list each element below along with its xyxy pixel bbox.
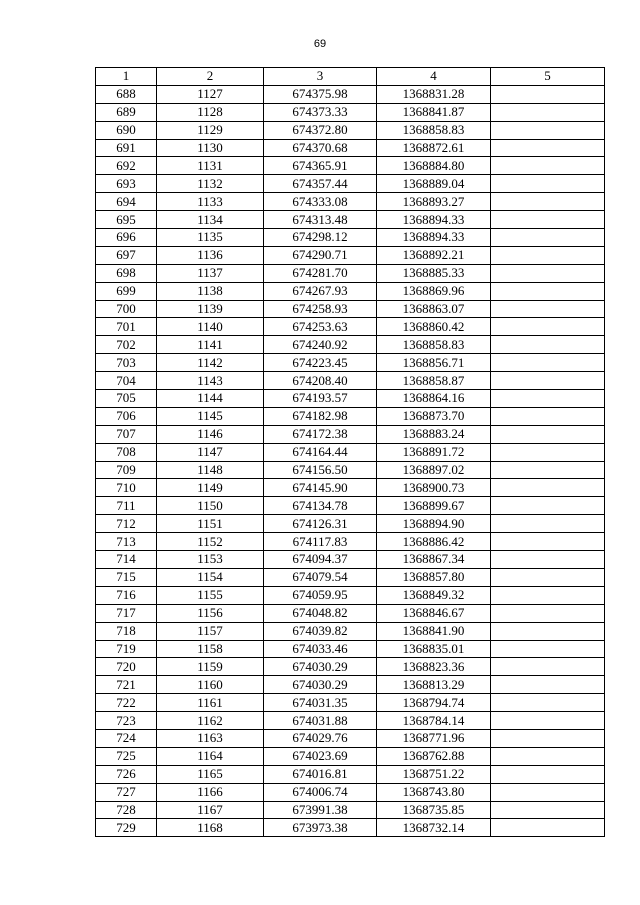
cell-point-number: 725 — [96, 747, 157, 765]
cell-vertex-number: 1166 — [157, 783, 264, 801]
cell-coordinate-y: 1368894.90 — [377, 515, 491, 533]
cell-point-number: 701 — [96, 318, 157, 336]
cell-note — [491, 640, 605, 658]
cell-coordinate-x: 674313.48 — [264, 211, 377, 229]
header-row — [96, 68, 605, 86]
table-row — [96, 390, 605, 408]
cell-note — [491, 801, 605, 819]
cell-coordinate-x: 674145.90 — [264, 479, 377, 497]
cell-vertex-number: 1144 — [157, 390, 264, 408]
table-body — [96, 85, 605, 836]
header-col-5: 5 — [491, 68, 605, 86]
cell-coordinate-x: 674039.82 — [264, 622, 377, 640]
cell-point-number: 696 — [96, 229, 157, 247]
table-row — [96, 407, 605, 425]
table-row — [96, 229, 605, 247]
cell-note — [491, 765, 605, 783]
table-row — [96, 819, 605, 837]
table-row — [96, 336, 605, 354]
cell-coordinate-x: 674365.91 — [264, 157, 377, 175]
cell-note — [491, 819, 605, 837]
cell-note — [491, 783, 605, 801]
cell-point-number: 708 — [96, 443, 157, 461]
cell-coordinate-y: 1368894.33 — [377, 229, 491, 247]
table-row — [96, 264, 605, 282]
cell-vertex-number: 1140 — [157, 318, 264, 336]
cell-coordinate-y: 1368771.96 — [377, 729, 491, 747]
cell-coordinate-y: 1368835.01 — [377, 640, 491, 658]
cell-vertex-number: 1128 — [157, 103, 264, 121]
cell-coordinate-x: 674240.92 — [264, 336, 377, 354]
cell-coordinate-y: 1368794.74 — [377, 694, 491, 712]
cell-point-number: 702 — [96, 336, 157, 354]
cell-coordinate-x: 674016.81 — [264, 765, 377, 783]
cell-coordinate-x: 673991.38 — [264, 801, 377, 819]
cell-coordinate-y: 1368841.90 — [377, 622, 491, 640]
cell-coordinate-y: 1368857.80 — [377, 568, 491, 586]
cell-coordinate-y: 1368864.16 — [377, 390, 491, 408]
table-row — [96, 461, 605, 479]
cell-coordinate-x: 674208.40 — [264, 372, 377, 390]
cell-note — [491, 318, 605, 336]
cell-point-number: 713 — [96, 533, 157, 551]
cell-note — [491, 139, 605, 157]
cell-point-number: 706 — [96, 407, 157, 425]
cell-note — [491, 354, 605, 372]
cell-vertex-number: 1141 — [157, 336, 264, 354]
cell-coordinate-x: 674030.29 — [264, 676, 377, 694]
cell-vertex-number: 1159 — [157, 658, 264, 676]
table-row — [96, 604, 605, 622]
cell-coordinate-x: 674333.08 — [264, 193, 377, 211]
table-row — [96, 372, 605, 390]
cell-coordinate-y: 1368889.04 — [377, 175, 491, 193]
table-row — [96, 551, 605, 569]
cell-coordinate-x: 674048.82 — [264, 604, 377, 622]
cell-note — [491, 300, 605, 318]
cell-coordinate-x: 674193.57 — [264, 390, 377, 408]
cell-coordinate-y: 1368813.29 — [377, 676, 491, 694]
cell-note — [491, 264, 605, 282]
table-row — [96, 103, 605, 121]
cell-note — [491, 658, 605, 676]
header-col-1: 1 — [96, 68, 157, 86]
table-row — [96, 318, 605, 336]
cell-coordinate-y: 1368735.85 — [377, 801, 491, 819]
cell-vertex-number: 1146 — [157, 425, 264, 443]
cell-coordinate-x: 674258.93 — [264, 300, 377, 318]
page-number: 69 — [313, 38, 327, 50]
cell-point-number: 692 — [96, 157, 157, 175]
table-row — [96, 640, 605, 658]
cell-point-number: 697 — [96, 246, 157, 264]
cell-coordinate-x: 674126.31 — [264, 515, 377, 533]
cell-vertex-number: 1150 — [157, 497, 264, 515]
cell-coordinate-y: 1368849.32 — [377, 586, 491, 604]
cell-vertex-number: 1132 — [157, 175, 264, 193]
table-row — [96, 729, 605, 747]
cell-coordinate-x: 674031.88 — [264, 712, 377, 730]
cell-vertex-number: 1164 — [157, 747, 264, 765]
cell-point-number: 721 — [96, 676, 157, 694]
cell-coordinate-y: 1368883.24 — [377, 425, 491, 443]
cell-coordinate-y: 1368831.28 — [377, 85, 491, 103]
cell-point-number: 719 — [96, 640, 157, 658]
cell-note — [491, 479, 605, 497]
cell-note — [491, 622, 605, 640]
cell-coordinate-y: 1368869.96 — [377, 282, 491, 300]
cell-coordinate-x: 674094.37 — [264, 551, 377, 569]
cell-point-number: 709 — [96, 461, 157, 479]
cell-note — [491, 729, 605, 747]
cell-note — [491, 551, 605, 569]
cell-vertex-number: 1136 — [157, 246, 264, 264]
table-row — [96, 300, 605, 318]
table-row — [96, 121, 605, 139]
cell-coordinate-x: 673973.38 — [264, 819, 377, 837]
table-row — [96, 694, 605, 712]
cell-coordinate-x: 674023.69 — [264, 747, 377, 765]
cell-note — [491, 85, 605, 103]
cell-coordinate-y: 1368751.22 — [377, 765, 491, 783]
table-row — [96, 282, 605, 300]
cell-coordinate-x: 674029.76 — [264, 729, 377, 747]
cell-vertex-number: 1161 — [157, 694, 264, 712]
cell-vertex-number: 1160 — [157, 676, 264, 694]
cell-vertex-number: 1165 — [157, 765, 264, 783]
cell-coordinate-x: 674281.70 — [264, 264, 377, 282]
cell-note — [491, 694, 605, 712]
cell-note — [491, 461, 605, 479]
cell-coordinate-y: 1368899.67 — [377, 497, 491, 515]
header-col-2: 2 — [157, 68, 264, 86]
cell-coordinate-y: 1368900.73 — [377, 479, 491, 497]
cell-coordinate-y: 1368886.42 — [377, 533, 491, 551]
cell-coordinate-y: 1368743.80 — [377, 783, 491, 801]
cell-coordinate-x: 674370.68 — [264, 139, 377, 157]
table-row — [96, 568, 605, 586]
cell-point-number: 712 — [96, 515, 157, 533]
cell-coordinate-y: 1368856.71 — [377, 354, 491, 372]
cell-coordinate-y: 1368858.83 — [377, 121, 491, 139]
cell-coordinate-y: 1368884.80 — [377, 157, 491, 175]
cell-note — [491, 533, 605, 551]
cell-point-number: 691 — [96, 139, 157, 157]
cell-vertex-number: 1130 — [157, 139, 264, 157]
cell-note — [491, 443, 605, 461]
cell-note — [491, 568, 605, 586]
table-row — [96, 533, 605, 551]
cell-coordinate-x: 674117.83 — [264, 533, 377, 551]
cell-vertex-number: 1148 — [157, 461, 264, 479]
cell-point-number: 695 — [96, 211, 157, 229]
cell-note — [491, 390, 605, 408]
cell-coordinate-x: 674267.93 — [264, 282, 377, 300]
cell-note — [491, 103, 605, 121]
cell-point-number: 688 — [96, 85, 157, 103]
cell-point-number: 690 — [96, 121, 157, 139]
cell-note — [491, 747, 605, 765]
cell-point-number: 703 — [96, 354, 157, 372]
table-row — [96, 479, 605, 497]
cell-coordinate-y: 1368873.70 — [377, 407, 491, 425]
cell-point-number: 704 — [96, 372, 157, 390]
cell-coordinate-x: 674164.44 — [264, 443, 377, 461]
cell-point-number: 714 — [96, 551, 157, 569]
cell-coordinate-y: 1368762.88 — [377, 747, 491, 765]
cell-coordinate-y: 1368885.33 — [377, 264, 491, 282]
cell-note — [491, 586, 605, 604]
table-row — [96, 801, 605, 819]
cell-coordinate-x: 674033.46 — [264, 640, 377, 658]
cell-point-number: 715 — [96, 568, 157, 586]
cell-coordinate-x: 674375.98 — [264, 85, 377, 103]
table-row — [96, 622, 605, 640]
cell-note — [491, 712, 605, 730]
cell-note — [491, 336, 605, 354]
table-row — [96, 676, 605, 694]
table-row — [96, 443, 605, 461]
cell-coordinate-y: 1368860.42 — [377, 318, 491, 336]
cell-coordinate-x: 674373.33 — [264, 103, 377, 121]
cell-note — [491, 282, 605, 300]
table-row — [96, 783, 605, 801]
cell-vertex-number: 1127 — [157, 85, 264, 103]
cell-point-number: 710 — [96, 479, 157, 497]
cell-coordinate-x: 674172.38 — [264, 425, 377, 443]
cell-vertex-number: 1137 — [157, 264, 264, 282]
cell-note — [491, 515, 605, 533]
table-row — [96, 85, 605, 103]
coordinates-table — [95, 67, 605, 837]
cell-point-number: 711 — [96, 497, 157, 515]
cell-coordinate-y: 1368858.83 — [377, 336, 491, 354]
cell-coordinate-x: 674031.35 — [264, 694, 377, 712]
cell-coordinate-x: 674079.54 — [264, 568, 377, 586]
table-row — [96, 193, 605, 211]
cell-vertex-number: 1154 — [157, 568, 264, 586]
cell-vertex-number: 1147 — [157, 443, 264, 461]
cell-vertex-number: 1142 — [157, 354, 264, 372]
cell-note — [491, 193, 605, 211]
table-row — [96, 175, 605, 193]
cell-coordinate-x: 674223.45 — [264, 354, 377, 372]
table-row — [96, 712, 605, 730]
cell-point-number: 705 — [96, 390, 157, 408]
cell-coordinate-y: 1368893.27 — [377, 193, 491, 211]
cell-note — [491, 407, 605, 425]
cell-vertex-number: 1138 — [157, 282, 264, 300]
table-row — [96, 246, 605, 264]
cell-vertex-number: 1155 — [157, 586, 264, 604]
cell-vertex-number: 1162 — [157, 712, 264, 730]
cell-coordinate-x: 674372.80 — [264, 121, 377, 139]
cell-coordinate-x: 674290.71 — [264, 246, 377, 264]
cell-coordinate-x: 674006.74 — [264, 783, 377, 801]
cell-vertex-number: 1129 — [157, 121, 264, 139]
cell-vertex-number: 1131 — [157, 157, 264, 175]
cell-vertex-number: 1168 — [157, 819, 264, 837]
table-row — [96, 157, 605, 175]
cell-vertex-number: 1153 — [157, 551, 264, 569]
cell-coordinate-x: 674059.95 — [264, 586, 377, 604]
cell-coordinate-y: 1368897.02 — [377, 461, 491, 479]
cell-point-number: 693 — [96, 175, 157, 193]
cell-vertex-number: 1149 — [157, 479, 264, 497]
cell-note — [491, 372, 605, 390]
cell-coordinate-y: 1368784.14 — [377, 712, 491, 730]
cell-coordinate-x: 674030.29 — [264, 658, 377, 676]
cell-vertex-number: 1151 — [157, 515, 264, 533]
cell-point-number: 727 — [96, 783, 157, 801]
table-row — [96, 747, 605, 765]
cell-note — [491, 497, 605, 515]
cell-coordinate-x: 674298.12 — [264, 229, 377, 247]
cell-note — [491, 246, 605, 264]
cell-note — [491, 211, 605, 229]
table-row — [96, 515, 605, 533]
cell-point-number: 728 — [96, 801, 157, 819]
cell-note — [491, 157, 605, 175]
header-col-3: 3 — [264, 68, 377, 86]
cell-coordinate-y: 1368867.34 — [377, 551, 491, 569]
cell-coordinate-y: 1368732.14 — [377, 819, 491, 837]
cell-vertex-number: 1133 — [157, 193, 264, 211]
cell-note — [491, 425, 605, 443]
table-header — [96, 68, 605, 86]
cell-coordinate-x: 674182.98 — [264, 407, 377, 425]
cell-coordinate-y: 1368891.72 — [377, 443, 491, 461]
cell-vertex-number: 1163 — [157, 729, 264, 747]
cell-coordinate-y: 1368894.33 — [377, 211, 491, 229]
table-row — [96, 497, 605, 515]
cell-point-number: 707 — [96, 425, 157, 443]
cell-point-number: 698 — [96, 264, 157, 282]
cell-coordinate-y: 1368841.87 — [377, 103, 491, 121]
cell-coordinate-y: 1368892.21 — [377, 246, 491, 264]
cell-point-number: 699 — [96, 282, 157, 300]
cell-point-number: 722 — [96, 694, 157, 712]
cell-coordinate-x: 674253.63 — [264, 318, 377, 336]
table-row — [96, 765, 605, 783]
table-row — [96, 354, 605, 372]
cell-point-number: 689 — [96, 103, 157, 121]
cell-coordinate-y: 1368823.36 — [377, 658, 491, 676]
cell-vertex-number: 1167 — [157, 801, 264, 819]
cell-point-number: 724 — [96, 729, 157, 747]
cell-point-number: 718 — [96, 622, 157, 640]
cell-vertex-number: 1157 — [157, 622, 264, 640]
cell-coordinate-y: 1368846.67 — [377, 604, 491, 622]
table-row — [96, 211, 605, 229]
table-row — [96, 139, 605, 157]
cell-point-number: 726 — [96, 765, 157, 783]
cell-point-number: 694 — [96, 193, 157, 211]
cell-coordinate-x: 674156.50 — [264, 461, 377, 479]
cell-point-number: 720 — [96, 658, 157, 676]
cell-vertex-number: 1145 — [157, 407, 264, 425]
cell-coordinate-x: 674134.78 — [264, 497, 377, 515]
cell-coordinate-x: 674357.44 — [264, 175, 377, 193]
cell-point-number: 729 — [96, 819, 157, 837]
cell-point-number: 716 — [96, 586, 157, 604]
cell-vertex-number: 1143 — [157, 372, 264, 390]
table-row — [96, 586, 605, 604]
cell-note — [491, 229, 605, 247]
cell-point-number: 723 — [96, 712, 157, 730]
cell-vertex-number: 1152 — [157, 533, 264, 551]
cell-note — [491, 175, 605, 193]
header-col-4: 4 — [377, 68, 491, 86]
cell-note — [491, 676, 605, 694]
cell-point-number: 700 — [96, 300, 157, 318]
cell-coordinate-y: 1368863.07 — [377, 300, 491, 318]
cell-point-number: 717 — [96, 604, 157, 622]
cell-note — [491, 604, 605, 622]
cell-vertex-number: 1139 — [157, 300, 264, 318]
cell-vertex-number: 1156 — [157, 604, 264, 622]
cell-coordinate-y: 1368872.61 — [377, 139, 491, 157]
table-row — [96, 425, 605, 443]
cell-vertex-number: 1135 — [157, 229, 264, 247]
cell-note — [491, 121, 605, 139]
cell-vertex-number: 1134 — [157, 211, 264, 229]
table-row — [96, 658, 605, 676]
cell-coordinate-y: 1368858.87 — [377, 372, 491, 390]
cell-vertex-number: 1158 — [157, 640, 264, 658]
